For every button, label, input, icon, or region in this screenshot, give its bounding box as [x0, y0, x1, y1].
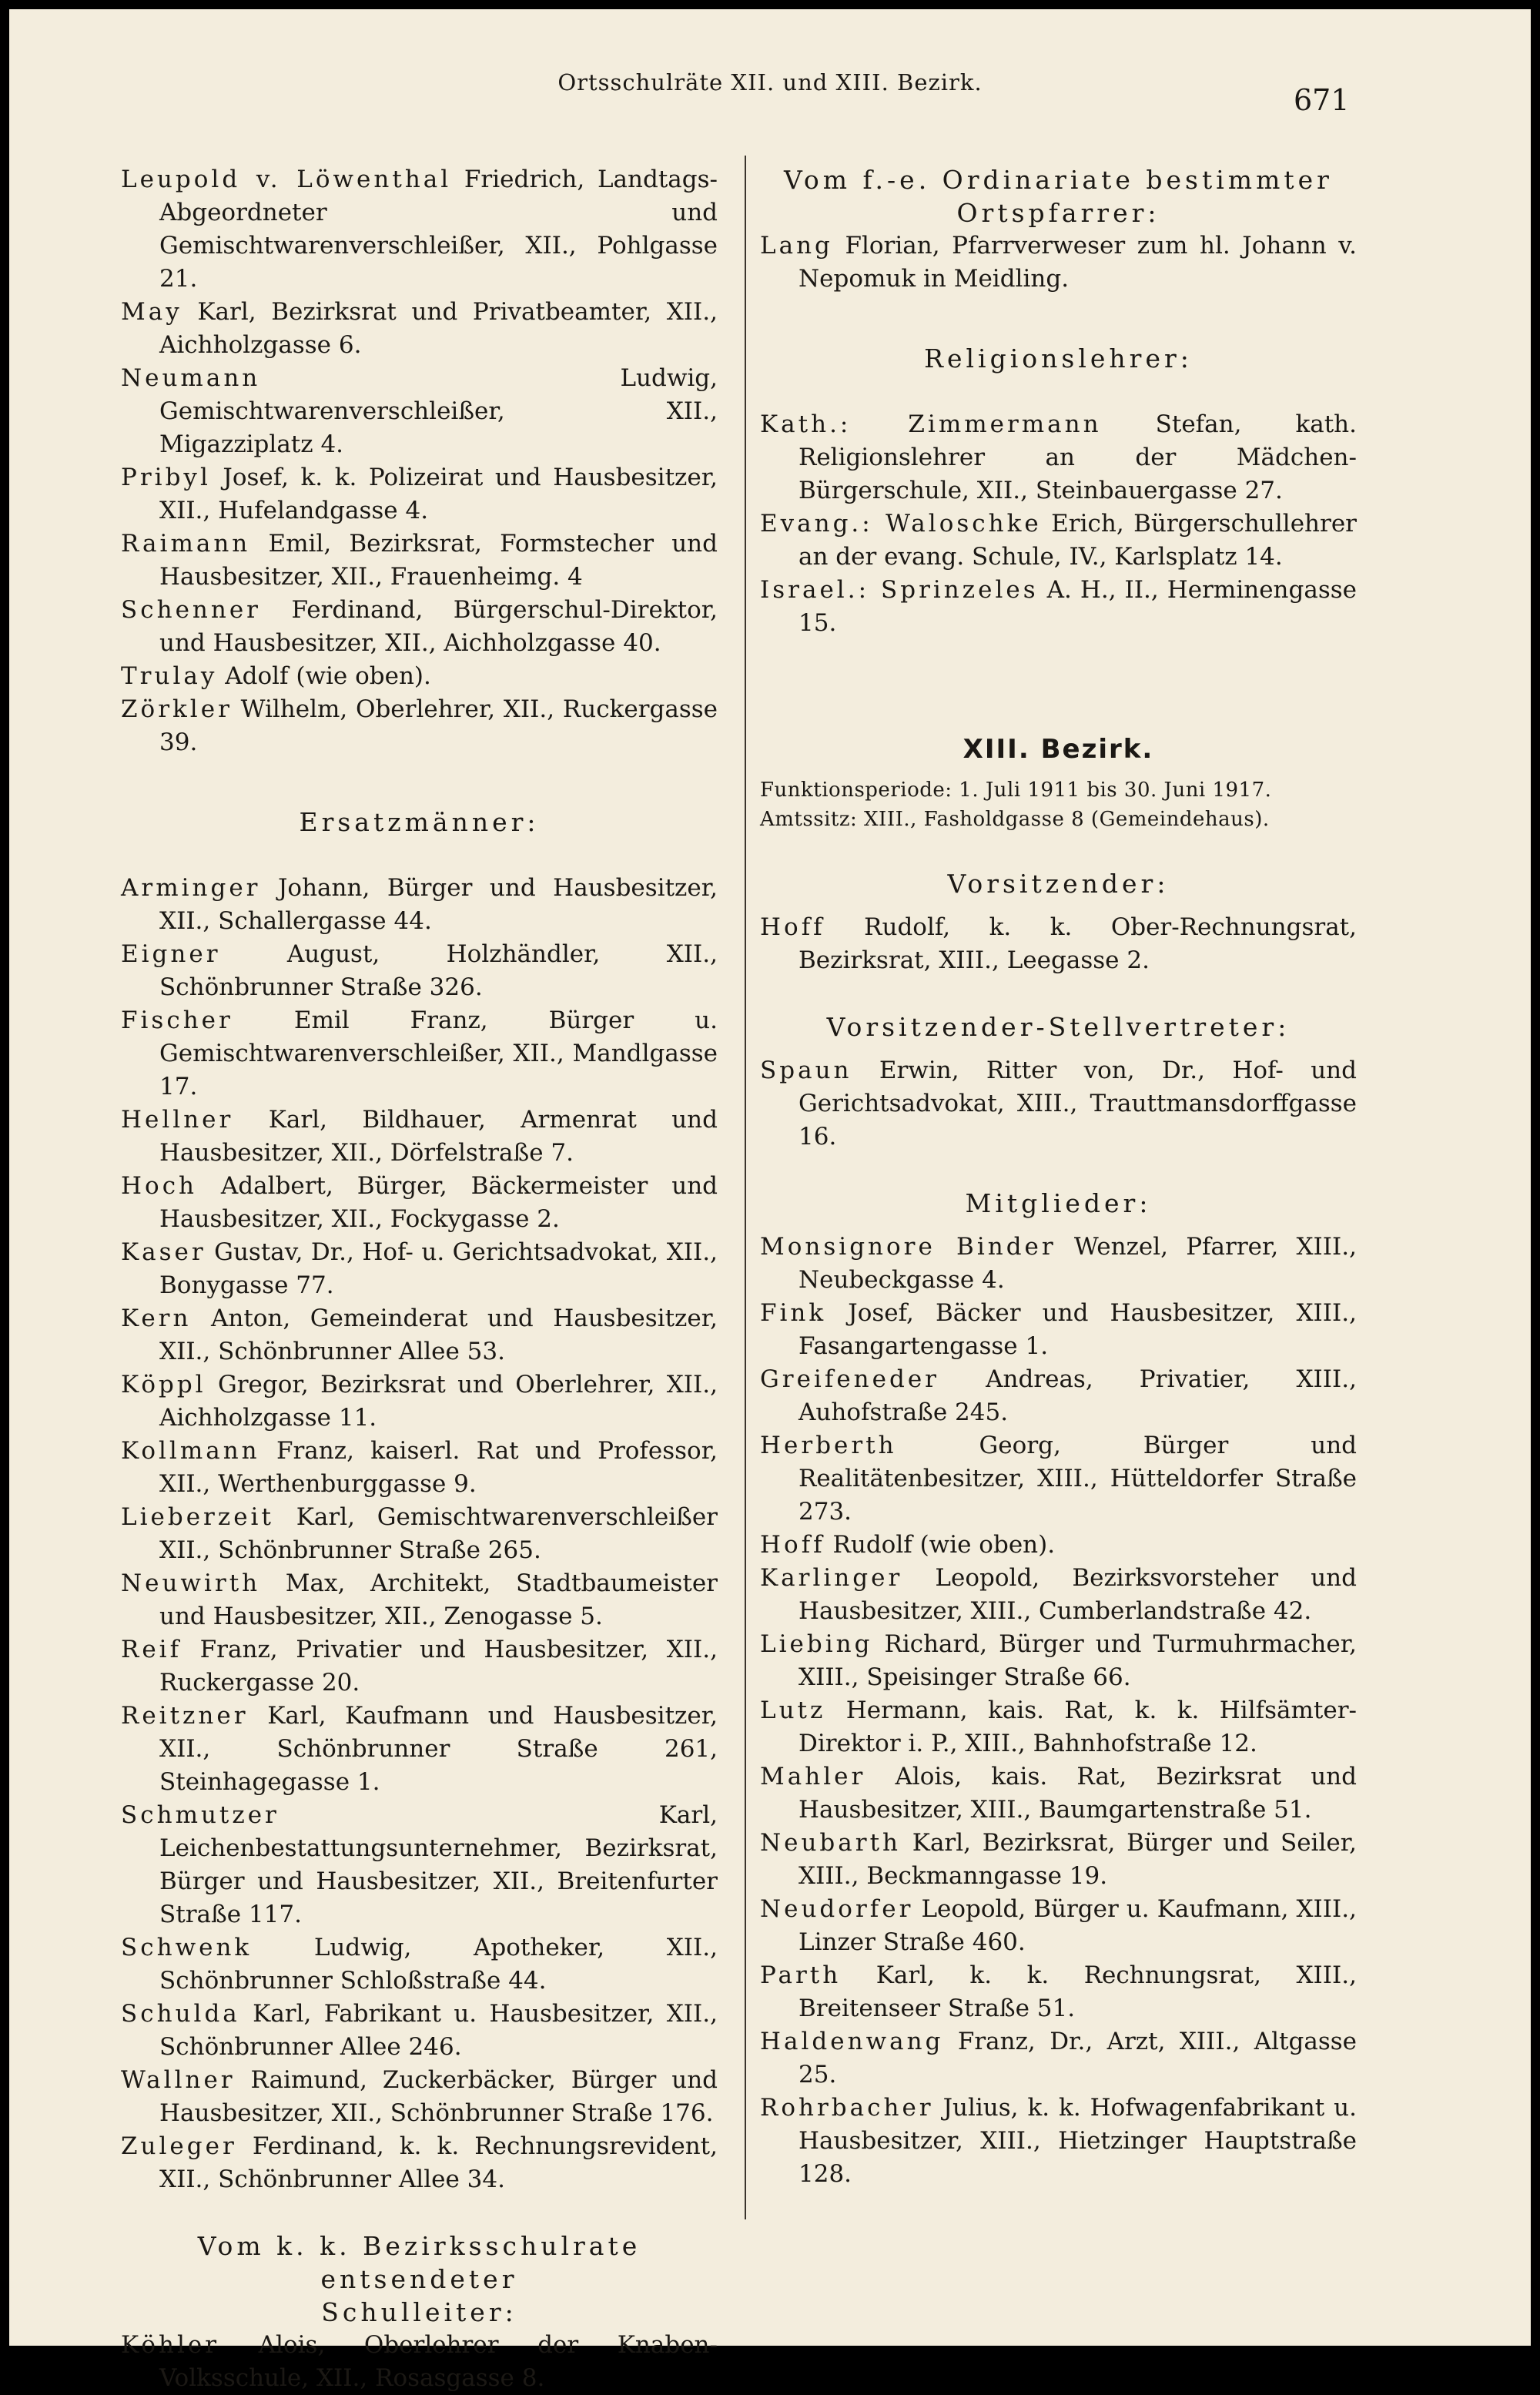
entry-name: Neudorfer: [760, 1895, 914, 1923]
entry-name: Fink: [760, 1299, 827, 1327]
list-item: [760, 507, 1357, 574]
entry-text: Josef, k. k. Polizeirat und Hausbesitzer, XII., Hufelandgasse 4.: [159, 464, 718, 524]
list-item: [760, 2025, 1357, 2092]
entry-name: Raimann: [121, 530, 251, 558]
entry-name: Hellner: [121, 1106, 234, 1134]
list-item: [760, 574, 1357, 640]
entry-text: Johann, Bürger und Hausbesitzer, XII., Schallergasse 44.: [159, 874, 718, 935]
entry-name: Eigner: [121, 940, 221, 968]
entry-text: Emil Franz, Bürger u. Gemischtwarenverschleißer, XII., Mandlgasse 17.: [159, 1007, 718, 1100]
list-item: [121, 2130, 718, 2196]
list-item: [121, 362, 718, 461]
list-item: [121, 693, 718, 759]
list-item: [121, 461, 718, 528]
entry-name: Schenner: [121, 596, 262, 624]
entry-name: Hoch: [121, 1172, 198, 1200]
entry-text: Wenzel, Pfarrer, XIII., Neubeckgasse 4.: [798, 1233, 1358, 1294]
list-item: [121, 1633, 718, 1700]
section-heading-members: Mitglieder:: [965, 1188, 1152, 1218]
period-line: Funktionsperiode: 1. Juli 1911 bis 30. Juni 1917.: [760, 779, 1272, 802]
entry-name: Liebing: [760, 1630, 873, 1658]
entry-text: Karl, Bezirksrat, Bürger und Seiler, XIII., Beckmanngasse 19.: [798, 1829, 1357, 1890]
list-schulleiter: [121, 2329, 718, 2395]
entry-name: Neubarth: [760, 1829, 902, 1857]
section-heading-ordinariat-2: Ortspfarrer:: [956, 198, 1160, 228]
entry-name: Kaser: [121, 1238, 206, 1266]
list-chair: [760, 911, 1357, 977]
entry-name: Schwenk: [121, 1934, 253, 1961]
entry-name: Neumann: [121, 364, 261, 392]
district-title: XIII. Bezirk.: [962, 734, 1154, 765]
entry-name: Hoff: [760, 913, 825, 941]
entry-text: Karl, Bildhauer, Armenrat und Hausbesitzer, XII., Dörfelstraße 7.: [159, 1106, 718, 1167]
list-item: [760, 1893, 1357, 1959]
entry-text: Ludwig, Gemischtwarenverschleißer, XII., Migazziplatz 4.: [159, 364, 718, 458]
entry-text: Karl, Fabrikant u. Hausbesitzer, XII., Schönbrunner Allee 246.: [159, 2000, 718, 2061]
list-item: [760, 1231, 1357, 1297]
list-item: [121, 1700, 718, 1799]
entry-text: Erwin, Ritter von, Dr., Hof- und Gerichtsadvokat, XIII., Trauttmansdorffgasse 16.: [798, 1057, 1357, 1151]
list-item: [121, 1799, 718, 1931]
seat-line: Amtssitz: XIII., Fasholdgasse 8 (Gemeindehaus).: [760, 808, 1270, 831]
entry-text: Adalbert, Bürger, Bäckermeister und Hausbesitzer, XII., Fockygasse 2.: [159, 1172, 718, 1233]
entry-name: Monsignore Binder: [760, 1233, 1056, 1261]
list-item: [121, 872, 718, 938]
entry-name: Neuwirth: [121, 1569, 261, 1597]
entry-text: Hermann, kais. Rat, k. k. Hilfsämter-Direktor i. P., XIII., Bahnhofstraße 12.: [798, 1697, 1357, 1757]
list-item: [760, 1054, 1357, 1154]
list-item: [121, 594, 718, 660]
entry-text: Franz, Privatier und Hausbesitzer, XII., Ruckergasse 20.: [159, 1636, 718, 1697]
list-item: [121, 163, 718, 296]
list-item: [121, 528, 718, 594]
entry-text: Stefan, kath. Religionslehrer an der Mädchen-Bürgerschule, XII., Steinbauergasse 27.: [798, 410, 1357, 504]
list-item: [121, 1236, 718, 1302]
entry-name: Evang.: Waloschke: [760, 510, 1042, 538]
list-item: [760, 1827, 1357, 1893]
section-heading-chair: Vorsitzender:: [947, 869, 1170, 899]
entry-name: Spaun: [760, 1057, 852, 1084]
entry-text: Julius, k. k. Hofwagenfabrikant u. Hausbesitzer, XIII., Hietzinger Hauptstraße 128.: [798, 2094, 1357, 2188]
list-item: [121, 1501, 718, 1567]
list-item: [760, 1297, 1357, 1363]
entry-name: Schmutzer: [121, 1801, 280, 1829]
list-item: [121, 2329, 718, 2395]
entry-name: Pribyl: [121, 464, 211, 491]
entry-name: Arminger: [121, 874, 261, 902]
entry-text: Gregor, Bezirksrat und Oberlehrer, XII., Aichholzgasse 11.: [159, 1371, 718, 1432]
entry-text: Rudolf, k. k. Ober-Rechnungsrat, Bezirksrat, XIII., Leegasse 2.: [798, 913, 1357, 974]
column-divider: [745, 156, 746, 2219]
entry-text: Ferdinand, k. k. Rechnungsrevident, XII., Schönbrunner Allee 34.: [159, 2132, 718, 2193]
list-item: [760, 1562, 1357, 1628]
entry-text: Karl, k. k. Rechnungsrat, XIII., Breitenseer Straße 51.: [798, 1961, 1357, 2022]
entry-text: Adolf (wie oben).: [217, 662, 431, 690]
entry-name: Parth: [760, 1961, 842, 1989]
entry-text: Karl, Leichenbestattungsunternehmer, Bezirksrat, Bürger und Hausbesitzer, XII., Breitenfurter Straße 117.: [159, 1801, 718, 1928]
entry-name: Fischer: [121, 1007, 233, 1034]
entry-text: Ferdinand, Bürgerschul-Direktor, und Hausbesitzer, XII., Aichholzgasse 40.: [159, 596, 718, 657]
list-item: [121, 296, 718, 362]
entry-name: Schulda: [121, 2000, 240, 2028]
list-item: [121, 1302, 718, 1368]
entry-name: Mahler: [760, 1763, 866, 1790]
list-item: [121, 938, 718, 1004]
entry-text: Leopold, Bürger u. Kaufmann, XIII., Linzer Straße 460.: [798, 1895, 1357, 1956]
list-item: [760, 1529, 1357, 1562]
entry-text: Friedrich, Landtags-Abgeordneter und Gemischtwarenverschleißer, XII., Pohlgasse 21.: [159, 166, 718, 293]
list-item: [121, 660, 718, 693]
entry-name: Israel.: Sprinzeles: [760, 576, 1039, 604]
list-item: [121, 1931, 718, 1998]
entry-text: Rudolf (wie oben).: [825, 1531, 1056, 1559]
running-head: Ortsschulräte XII. und XIII. Bezirk.: [557, 69, 983, 95]
list-religion: [760, 408, 1357, 640]
entry-name: Rohrbacher: [760, 2094, 934, 2122]
section-heading-ordinariat-1: Vom f.-e. Ordinariate bestimmter: [784, 165, 1333, 195]
entry-name: Leupold v. Löwenthal: [121, 166, 452, 193]
entry-text: Anton, Gemeinderat und Hausbesitzer, XII., Schönbrunner Allee 53.: [159, 1305, 718, 1365]
entry-text: Raimund, Zuckerbäcker, Bürger und Hausbesitzer, XII., Schönbrunner Straße 176.: [159, 2066, 718, 2127]
section-heading-schulleiter-2: Schulleiter:: [321, 2297, 517, 2327]
entry-name: Köppl: [121, 1371, 206, 1398]
list-item: [760, 1363, 1357, 1429]
list-item: [760, 2092, 1357, 2191]
entry-text: Emil, Bezirksrat, Formstecher und Hausbesitzer, XII., Frauenheimg. 4: [159, 530, 718, 591]
list-item: [760, 1628, 1357, 1694]
list-item: [121, 1004, 718, 1104]
list-members: [760, 1231, 1357, 2191]
entry-text: Alois, kais. Rat, Bezirksrat und Hausbesitzer, XIII., Baumgartenstraße 51.: [798, 1763, 1357, 1824]
list-xii-members: [121, 163, 718, 759]
entry-name: Zuleger: [121, 2132, 237, 2160]
section-heading-deputy: Vorsitzender-Stellvertreter:: [826, 1012, 1291, 1042]
entry-name: Lang: [760, 232, 833, 260]
entry-name: Haldenwang: [760, 2028, 944, 2055]
book-page: [9, 9, 1531, 2392]
left-column: [121, 163, 718, 2395]
entry-text: Richard, Bürger und Turmuhrmacher, XIII., Speisinger Straße 66.: [798, 1630, 1357, 1691]
entry-text: A. H., II., Herminengasse 15.: [798, 576, 1357, 637]
entry-text: Karl, Kaufmann und Hausbesitzer, XII., Schönbrunner Straße 261, Steinhagegasse 1.: [159, 1702, 718, 1796]
list-item: [760, 1429, 1357, 1529]
list-item: [760, 911, 1357, 977]
entry-text: Wilhelm, Oberlehrer, XII., Ruckergasse 39.: [159, 695, 718, 756]
entry-text: Josef, Bäcker und Hausbesitzer, XIII., Fasangartengasse 1.: [798, 1299, 1357, 1360]
entry-text: Andreas, Privatier, XIII., Auhofstraße 245.: [798, 1365, 1357, 1426]
list-ordinariat: [760, 229, 1357, 296]
entry-name: Wallner: [121, 2066, 236, 2094]
entry-name: Greifeneder: [760, 1365, 939, 1393]
entry-text: Ludwig, Apotheker, XII., Schönbrunner Schloßstraße 44.: [159, 1934, 718, 1995]
entry-text: Franz, kaiserl. Rat und Professor, XII., Werthenburggasse 9.: [159, 1437, 718, 1498]
entry-name: Trulay: [121, 662, 218, 690]
entry-name: Kath.: Zimmermann: [760, 410, 1102, 438]
list-item: [121, 1368, 718, 1435]
entry-name: Lutz: [760, 1697, 826, 1724]
entry-name: Kern: [121, 1305, 192, 1332]
entry-text: Max, Architekt, Stadtbaumeister und Hausbesitzer, XII., Zenogasse 5.: [159, 1569, 718, 1630]
list-item: [760, 1694, 1357, 1760]
list-item: [121, 1170, 718, 1236]
entry-name: Herberth: [760, 1432, 897, 1459]
entry-text: Karl, Gemischtwarenverschleißer XII., Schönbrunner Straße 265.: [159, 1503, 718, 1564]
entry-name: Reitzner: [121, 1702, 249, 1730]
entry-text: August, Holzhändler, XII., Schönbrunner Straße 326.: [159, 940, 718, 1001]
entry-text: Karl, Bezirksrat und Privatbeamter, XII., Aichholzgasse 6.: [159, 298, 718, 359]
list-deputy: [760, 1054, 1357, 1154]
entry-name: Kollmann: [121, 1437, 260, 1465]
entry-name: Reif: [121, 1636, 182, 1663]
list-item: [760, 1959, 1357, 2025]
section-heading-religion: Religionslehrer:: [924, 343, 1193, 373]
entry-name: Lieberzeit: [121, 1503, 274, 1531]
entry-name: Hoff: [760, 1531, 825, 1559]
entry-text: Erich, Bürgerschullehrer an der evang. Schule, IV., Karlsplatz 14.: [798, 510, 1357, 571]
list-item: [760, 229, 1357, 296]
entry-name: May: [121, 298, 182, 326]
list-item: [121, 1104, 718, 1170]
entry-text: Leopold, Bezirksvorsteher und Hausbesitzer, XIII., Cumberlandstraße 42.: [798, 1564, 1357, 1625]
list-item: [121, 1435, 718, 1501]
section-heading-schulleiter-1: Vom k. k. Bezirksschulrate entsendeter: [197, 2231, 641, 2294]
entry-text: Alois, Oberlehrer der Knaben-Volksschule, XII., Rosasgasse 8.: [159, 2331, 718, 2392]
entry-name: Zörkler: [121, 695, 233, 723]
entry-text: Florian, Pfarrverweser zum hl. Johann v. Nepomuk in Meidling.: [798, 232, 1357, 293]
list-item: [121, 1567, 718, 1633]
page-number: 671: [1294, 83, 1350, 117]
list-ersatz: [121, 872, 718, 2196]
entry-text: Franz, Dr., Arzt, XIII., Altgasse 25.: [798, 2028, 1357, 2089]
list-item: [121, 2064, 718, 2130]
list-item: [760, 1760, 1357, 1827]
right-column: [760, 163, 1357, 2191]
entry-text: Gustav, Dr., Hof- u. Gerichtsadvokat, XII., Bonygasse 77.: [159, 1238, 718, 1299]
list-item: [121, 1998, 718, 2064]
entry-name: Karlinger: [760, 1564, 903, 1592]
list-item: [760, 408, 1357, 507]
entry-text: Georg, Bürger und Realitätenbesitzer, XIII., Hütteldorfer Straße 273.: [798, 1432, 1357, 1526]
section-heading-ersatz: Ersatzmänner:: [299, 807, 540, 837]
entry-name: Köhler: [121, 2331, 220, 2359]
